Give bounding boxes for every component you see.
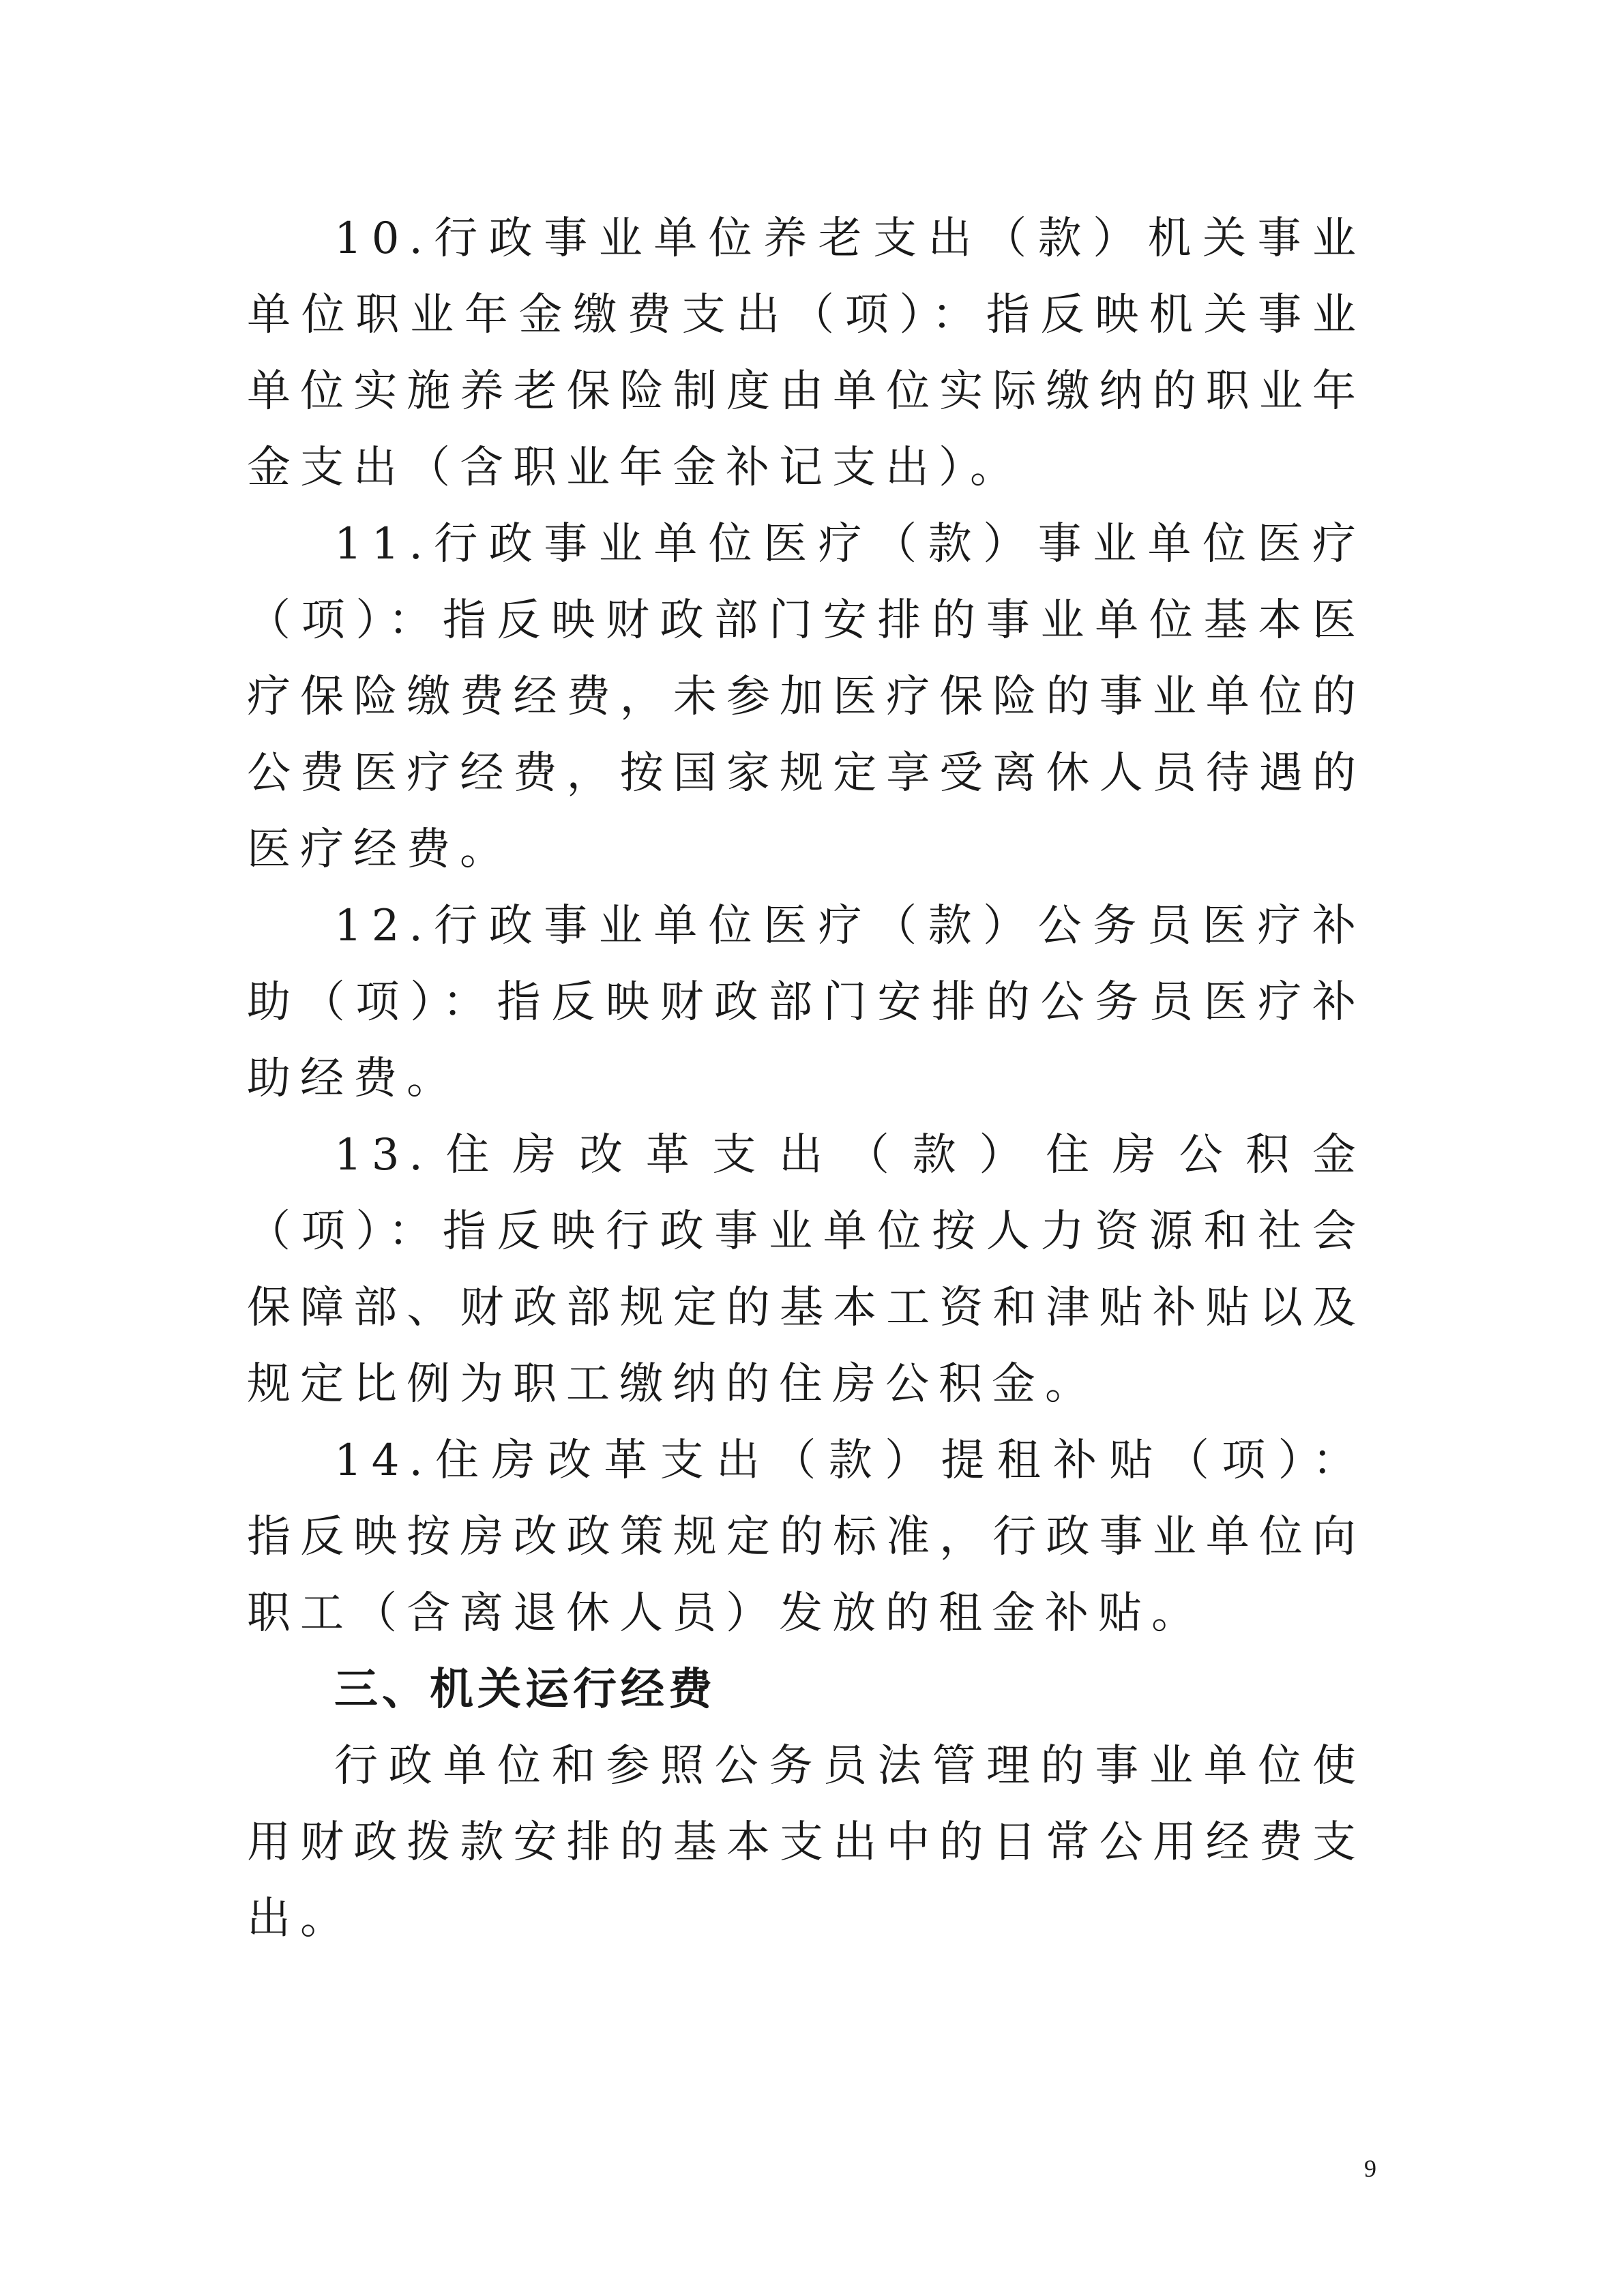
paragraph-item-12: 12.行政事业单位医疗（款）公务员医疗补助（项）：指反映财政部门安排的公务员医疗补助经费。: [247, 901, 1365, 1104]
document-body: [247, 200, 1365, 1957]
paragraph-item-13: 13.住房改革支出（款）住房公积金（项）：指反映行政事业单位按人力资源和社会保障部、财政部规定的基本工资和津贴补贴以及规定比例为职工缴纳的住房公积金。: [247, 1130, 1365, 1410]
section-heading: 三、机关运行经费: [334, 1665, 716, 1715]
paragraph-item-11: 11.行政事业单位医疗（款）事业单位医疗（项）：指反映财政部门安排的事业单位基本医疗保险缴费经费，未参加医疗保险的事业单位的公费医疗经费，按国家规定享受离休人员待遇的医疗经费。: [247, 519, 1365, 875]
page-number: 9: [1364, 2155, 1376, 2182]
paragraph-item-14: 14.住房改革支出（款）提租补贴（项）：指反映按房改政策规定的标准，行政事业单位向职工（含离退休人员）发放的租金补贴。: [247, 1435, 1365, 1639]
paragraph-item-10: 10.行政事业单位养老支出（款）机关事业单位职业年金缴费支出（项）：指反映机关事业单位实施养老保险制度由单位实际缴纳的职业年金支出（含职业年金补记支出）。: [247, 213, 1365, 493]
section-paragraph: 行政单位和参照公务员法管理的事业单位使用财政拨款安排的基本支出中的日常公用经费支出。: [247, 1741, 1365, 1944]
